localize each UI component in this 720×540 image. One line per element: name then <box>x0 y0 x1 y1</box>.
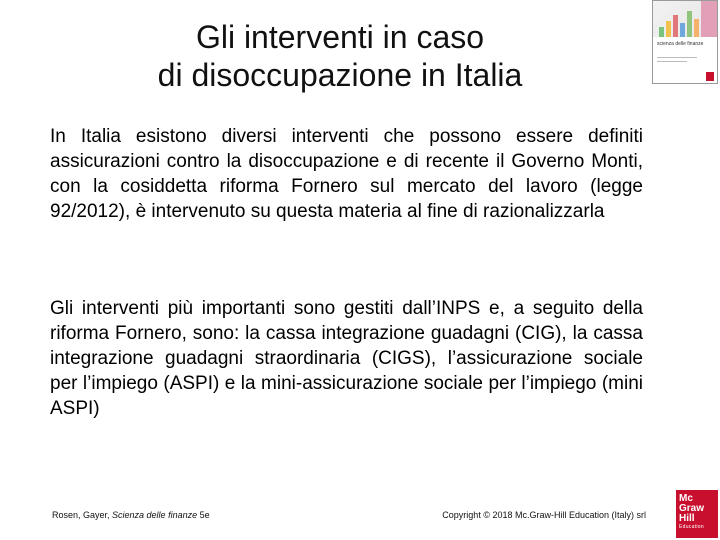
footer-citation <box>52 510 210 520</box>
footer-copyright: Copyright © 2018 Mc.Graw-Hill Education (Italy) srl <box>442 510 646 520</box>
publisher-logo-line-4: Education <box>679 524 704 530</box>
slide-title-line-1: Gli interventi in caso <box>195 19 485 55</box>
cover-divider <box>657 57 697 58</box>
publisher-logo-line-1: Mc <box>679 493 693 504</box>
book-cover-thumbnail <box>652 0 718 84</box>
cover-series-title: scienza delle finanze <box>657 41 704 47</box>
paragraph-1: In Italia esistono diversi interventi che possono essere definiti assicurazioni contro la disoccupazione e di recente il Governo Monti, con la cosiddetta riforma Fornero sul mercato del lavoro (legge 92/2012), è intervenuto su questa materia al fine di razionalizzarla <box>50 126 643 222</box>
footer-edition: 5e <box>197 510 210 520</box>
paragraph-2: Gli interventi più importanti sono gestiti dall’INPS e, a seguito della riforma Fornero, sono: la cassa integrazione guadagni (CIG), la cassa integrazione guadagni straordinaria (CIGS), l’assicurazione sociale per l’impiego (ASPI) e la mini-assicurazione sociale per l’impiego (mini ASPI) <box>50 298 643 419</box>
publisher-logo <box>676 490 718 538</box>
slide-title <box>60 18 620 94</box>
cover-divider <box>657 61 687 62</box>
publisher-logo-line-3: Hill <box>679 513 695 524</box>
publisher-logo-line-2: Graw <box>679 503 705 514</box>
slide-title-line-2: di disoccupazione in Italia <box>157 57 523 93</box>
cover-accent-strip <box>701 1 717 37</box>
cover-publisher-logo <box>706 72 714 81</box>
footer-authors: Rosen, Gayer, <box>52 510 113 520</box>
footer-book-title: Scienza delle finanze <box>112 510 198 520</box>
